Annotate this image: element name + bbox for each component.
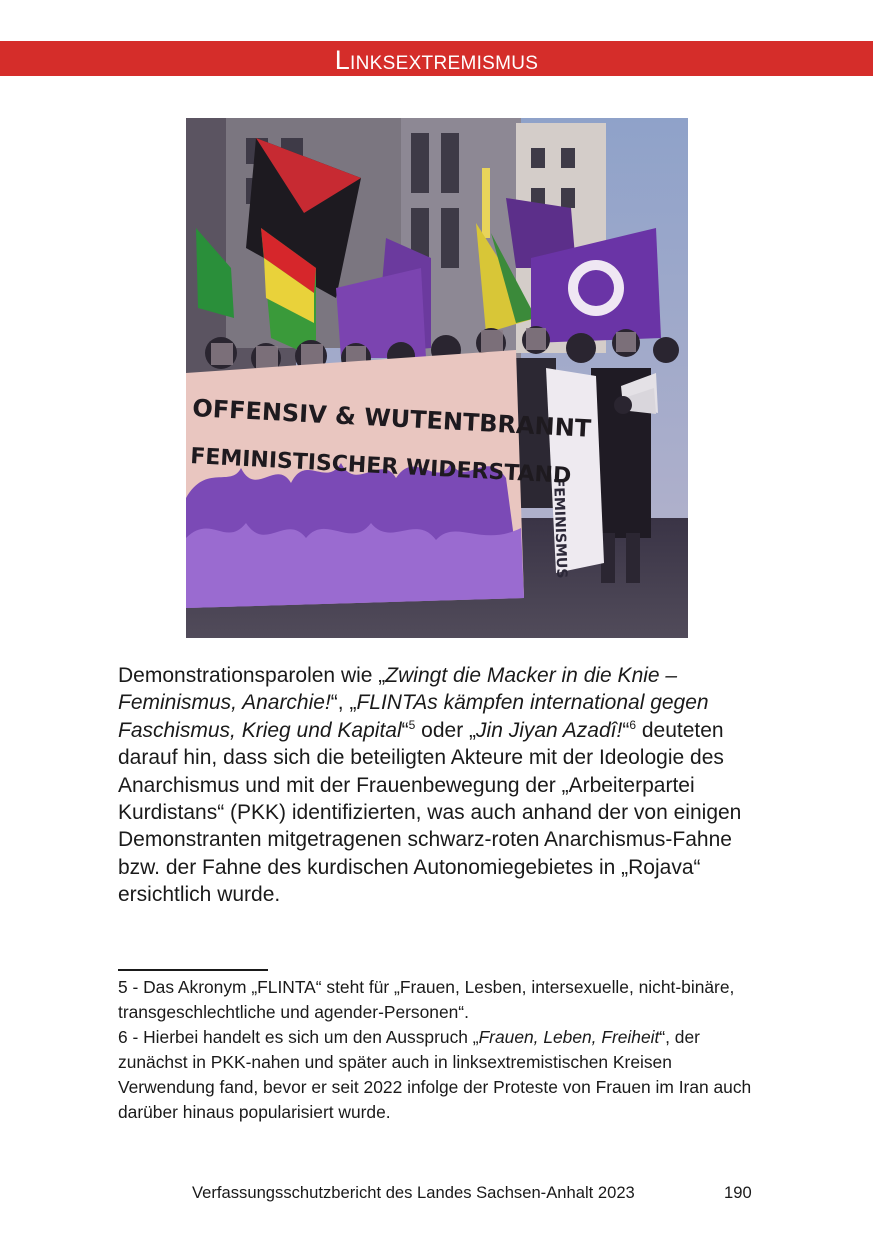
footnotes: [118, 975, 758, 1125]
footnote-text-part: 6 - Hierbei handelt es sich um den Ausspruch „: [118, 1027, 479, 1047]
body-text-part: “: [622, 718, 630, 742]
body-text-part: “, „: [330, 691, 357, 715]
footnote-quote: Frauen, Leben, Freiheit: [478, 1027, 660, 1047]
side-banner-text: FEMINISMUS: [550, 477, 570, 579]
footnote-text-part: “, der zunächst in PKK-nahen und später auch in linksextremistischen Kreisen Verwendung fand, bevor er seit 2022 infolge der Proteste von Frauen im Iran auch darüber hinaus popularisiert wurde.: [118, 1027, 752, 1122]
slogan-quote: Zwingt die Macker in die Knie – Feminismus, Anarchie!: [118, 664, 678, 715]
section-title: Linksextremismus: [334, 45, 539, 75]
body-paragraph: [118, 662, 758, 909]
body-text-part: “: [401, 718, 409, 742]
body-text-part: Demonstrationsparolen wie „: [118, 664, 386, 687]
banner-line-1: OFFENSIV & WUTENTBRANNT: [191, 394, 592, 443]
banner-line-2: FEMINISTISCHER WIDERSTAND: [189, 444, 572, 489]
body-text-part: oder „: [415, 718, 477, 742]
footnote-5: 5 - Das Akronym „FLINTA“ steht für „Frauen, Lesben, intersexuelle, nicht-binäre, transgeschlechtliche und agender-Personen“.: [118, 977, 735, 1022]
page-number: 190: [724, 1183, 752, 1202]
demonstration-photo: [186, 118, 688, 638]
footnote-6: [118, 1025, 758, 1125]
slogan-quote: FLINTAs kämpfen international gegen Faschismus, Krieg und Kapital: [118, 691, 709, 742]
footnote-reference[interactable]: 5: [408, 717, 416, 732]
body-text-part: deuteten darauf hin, dass sich die beteiligten Akteure mit der Ideologie des Anarchismus und mit der Frauenbewegung der „Arbeiterpartei Kurdistans“ (PKK) identifizierten, was auch anhand der von einigen Demonstranten mitgetragenen schwarz-roten Anarchismus-Fahne bzw. der Fahne des kurdischen Autonomiegebietes in „Rojava“ ersichtlich wurde.: [118, 718, 742, 907]
footnote-divider: [118, 969, 268, 971]
section-header-bar: [0, 41, 873, 76]
publication-title: Verfassungsschutzbericht des Landes Sachsen-Anhalt 2023: [192, 1183, 635, 1202]
page-footer: [0, 1181, 875, 1205]
slogan-quote: Jin Jiyan Azadî!: [476, 718, 623, 742]
footnote-reference[interactable]: 6: [629, 717, 637, 732]
